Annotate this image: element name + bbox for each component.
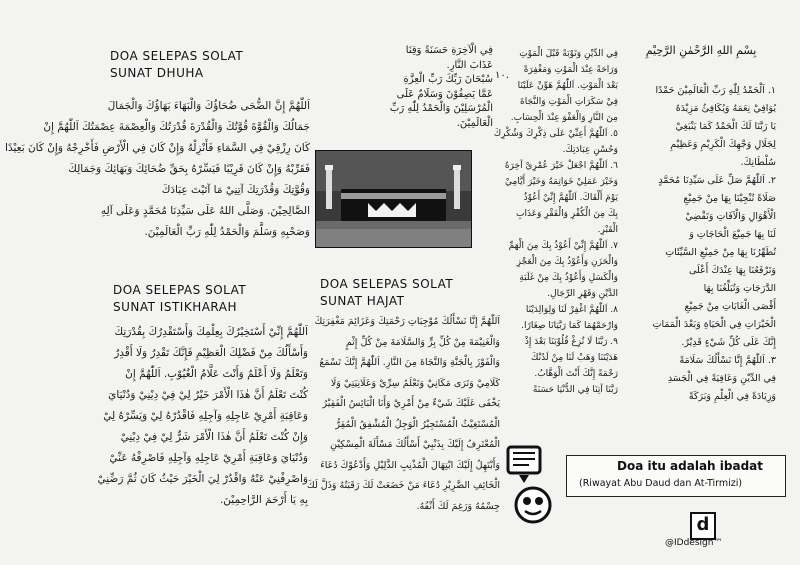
heading-hajat — [320, 276, 453, 310]
arabic-line: سُلْطَانِكَ. — [740, 157, 776, 168]
kaaba-photo — [315, 150, 472, 248]
arabic-line: كَلَامِيْ وَتَرَى مَكَانِيْ وَتَعْلَمُ سِرِّيْ وَعَلَانِيَتِيْ وَلَا — [330, 377, 500, 389]
heading-line: DOA SELEPAS SOLAT — [110, 49, 244, 63]
arabic-line: بِكَ مِنَ الْكُفْرِ وَالْفَقْرِ وَعَذَابِ — [515, 209, 618, 219]
item-number: ١٠. — [495, 70, 509, 81]
arabic-line: يَا رَبَّنَا لَكَ الْحَمْدُ كَمَا يَنْبَغِيْ — [675, 121, 776, 132]
arabic-line: بَعْدَ الْمَوْتِ. اَللّٰهُمَّ هَوِّنْ عَلَيْنَا — [517, 81, 618, 91]
arabic-line: وَتَعْلَمُ وَلَا أَعْلَمُ وَأَنْتَ عَلَّامُ الْغُيُوْبِ. اَللّٰهُمَّ إِنْ — [125, 368, 308, 380]
arabic-line: الْخَائِفِ الضَّرِيْرِ دُعَاءَ مَنْ خَضَعَتْ لَكَ رَقَبَتُهُ وَذَلَّ لَكَ — [306, 480, 500, 491]
arabic-line: الْمُعْتَرِفُ إِلَيْكَ بِذَنْبِيْ أَسْأَلُكَ مَسْأَلَةَ الْمِسْكِيْنِ — [330, 439, 500, 450]
hajat-arabic-text — [278, 312, 500, 517]
basmalah: بِسْمِ اللهِ الرَّحْمٰنِ الرَّحِيْمِ — [645, 44, 757, 57]
arabic-line: وَقُوَّتِكَ وَقُدْرَتِكَ آتِنِيْ مَا آتَيْتَ عِبَادَكَ — [161, 184, 310, 196]
arabic-line: وَتَرْفَعُنَا بِهَا عِنْدَكَ أَعْلَى — [688, 265, 776, 276]
arabic-line: الْعَالَمِيْنَ. — [456, 117, 493, 129]
arabic-line: يُوَافِيْ نِعَمَهُ وَيُكَافِئُ مَزِيْدَهُ — [675, 103, 776, 114]
arabic-line: ٦. اَللّٰهُمَّ اجْعَلْ خَيْرَ عُمْرِيْ آخِرَهُ — [504, 161, 618, 171]
arabic-line: الْقَبْرِ. — [597, 225, 618, 235]
arabic-line: جَمَالُكَ وَالْقُوَّةَ قُوَّتُكَ وَالْقُدْرَةَ قُدْرَتُكَ وَالْعِصْمَةَ عِصْمَتُكَ اَللّٰهُمَّ إِنْ — [43, 121, 310, 133]
arabic-line: هَدَيْتَنَا وَهَبْ لَنَا مِنْ لَدُنْكَ — [531, 353, 618, 363]
arabic-line: وَحُسْنِ عِبَادَتِكَ. — [562, 145, 618, 155]
arabic-line: كُنْتَ تَعْلَمُ أَنَّ هٰذَا الْأَمْرَ خَيْرٌ لِيْ فِيْ دِيْنِيْ وَدُنْيَايَ — [108, 389, 308, 401]
heading-line: SUNAT DHUHA — [110, 66, 204, 80]
arabic-line: الْخَيْرَاتِ فِي الْحَيَاةِ وَبَعْدَ الْمَمَاتِ — [652, 319, 776, 330]
col-right2-text — [493, 46, 618, 398]
col-mid-top-text — [378, 44, 493, 131]
quote-box — [566, 455, 786, 497]
arabic-line: وَرَاحَةً عِنْدَ الْمَوْتِ وَمَغْفِرَةً — [523, 65, 618, 75]
arabic-line: يَخْفَى عَلَيْكَ شَيْءٌ مِنْ أَمْرِيْ وَأَنَا الْبَائِسُ الْفَقِيْرُ — [322, 398, 500, 409]
arabic-line: كَانَ رِزْقِيْ فِي السَّمَاءِ فَأَنْزِلْهُ وَإِنْ كَانَ فِي الْأَرْضِ فَأَخْرِجْهُ وَإِنْ كَانَ بَعِيْدًا — [5, 142, 310, 154]
arabic-line: الدَّرَجَاتِ وَتُبَلِّغُنَا بِهَا — [703, 283, 776, 294]
arabic-line: وَدُنْيَايَ وَعَاقِبَةِ أَمْرِيْ عَاجِلِهِ وَآجِلِهِ فَاصْرِفْهُ عَنِّيْ — [109, 452, 308, 464]
arabic-line: ٩. رَبَّنَا لَا تُزِغْ قُلُوْبَنَا بَعْدَ إِذْ — [524, 337, 618, 347]
arabic-line: اَللّٰهُمَّ إِنَّ الضُّحَى ضُحَاؤُكَ وَالْبَهَاءَ بَهَاؤُكَ وَالْجَمَالَ — [107, 100, 310, 112]
arabic-line: يَوْمَ أَلْقَاكَ. اَللّٰهُمَّ إِنِّيْ أَعُوْذُ — [523, 193, 618, 203]
istikharah-arabic-text — [40, 322, 308, 511]
arabic-line: فِيْ سَكَرَاتِ الْمَوْتِ وَالنَّجَاةَ — [520, 97, 618, 107]
arabic-line: الصَّالِحِيْنَ. وَصَلَّى اللهُ عَلَى سَيِّدِنَا مُحَمَّدٍ وَعَلَى آلِهِ — [100, 205, 310, 217]
arabic-line: بِهِ يَا أَرْحَمَ الرَّاحِمِيْنَ. — [219, 494, 308, 506]
col-right1-text — [624, 82, 776, 406]
arabic-line: فَقَرِّبْهُ وَإِنْ كَانَ قَرِيْبًا فَيَسِّرْهُ بِحَقِّ ضُحَائِكَ وَبَهَائِكَ وَجَمَالِكَ — [68, 163, 310, 175]
arabic-line: وَالْغَنِيْمَةَ مِنْ كُلِّ بِرٍّ وَالسَّلَامَةَ مِنْ كُلِّ إِثْمٍ — [345, 336, 500, 348]
arabic-line: جِسْمُهُ وَرَغِمَ لَكَ أَنْفُهُ. — [416, 500, 500, 512]
arabic-line: وَالْفَوْزَ بِالْجَنَّةِ وَالنَّجَاةَ مِنَ النَّارِ. اَللّٰهُمَّ إِنَّكَ تَسْمَعُ — [319, 357, 500, 368]
arabic-line: ١. اَلْحَمْدُ لِلّٰهِ رَبِّ الْعَالَمِيْنَ حَمْدًا — [655, 85, 776, 96]
arabic-line: وَارْحَمْهُمَا كَمَا رَبَّيَانَا صِغَارًا. — [521, 321, 618, 331]
designer-handle: @IDdesign™ — [665, 538, 723, 548]
arabic-line: إِنَّكَ عَلَى كُلِّ شَيْءٍ قَدِيْرٌ. — [681, 337, 776, 348]
arabic-line: رَحْمَةً إِنَّكَ أَنْتَ الْوَهَّابُ. — [534, 369, 618, 379]
arabic-line: ٣. اَللّٰهُمَّ إِنَّا نَسْأَلُكَ سَلَامَةً — [679, 355, 776, 366]
kaaba-illustration — [316, 151, 471, 247]
arabic-line: الْمُرْسَلِيْنَ وَالْحَمْدُ لِلّٰهِ رَبِّ — [389, 103, 493, 114]
arabic-line: الْأَهْوَالِ وَالْآفَاتِ وَتَقْضِيْ — [685, 211, 776, 222]
arabic-line: وَأَسْأَلُكَ مِنْ فَضْلِكَ الْعَظِيْمِ فَإِنَّكَ تَقْدِرُ وَلَا أَقْدِرُ — [114, 347, 308, 359]
heading-line: DOA SELEPAS SOLAT — [113, 283, 247, 297]
arabic-line: صَلَاةً تُنْجِيْنَا بِهَا مِنْ جَمِيْعِ — [683, 193, 776, 204]
arabic-line: ٧. اَللّٰهُمَّ إِنِّيْ أَعُوْذُ بِكَ مِنَ الْهَمِّ — [508, 241, 618, 251]
arabic-line: وَأَبْتَهِلُ إِلَيْكَ ابْتِهَالَ الْمُذْنِبِ الذَّلِيْلِ وَأَدْعُوْكَ دُعَاءَ — [320, 459, 500, 471]
dhuha-arabic-text — [5, 96, 310, 243]
arabic-line: وَإِنْ كُنْتَ تَعْلَمُ أَنَّ هٰذَا الْأَمْرَ شَرٌّ لِيْ فِيْ دِيْنِيْ — [120, 431, 308, 443]
arabic-line: لِجَلَالِ وَجْهِكَ الْكَرِيْمِ وَعَظِيْمِ — [670, 139, 776, 150]
arabic-line: أَقْصَى الْغَايَاتِ مِنْ جَمِيْعِ — [684, 301, 776, 312]
arabic-line: وَالْحَزَنِ وَأَعُوْذُ بِكَ مِنَ الْعَجْزِ — [516, 257, 618, 267]
heading-dhuha — [110, 48, 243, 82]
arabic-line: وَزِيَادَةً فِي الْعِلْمِ وَبَرَكَةً — [688, 391, 776, 402]
arabic-line: رَبَّنَا آتِنَا فِي الدُّنْيَا حَسَنَةً — [532, 385, 618, 395]
arabic-line: ٨. اَللّٰهُمَّ اغْفِرْ لَنَا وَلِوَالِدَيْنَا — [525, 305, 618, 315]
arabic-line: فِي الدِّيْنِ وَتَوْبَةً قَبْلَ الْمَوْتِ — [519, 49, 618, 59]
designer-logo: d — [690, 512, 716, 540]
heading-line: SUNAT ISTIKHARAH — [113, 300, 238, 314]
arabic-line: فِي الدِّيْنِ وَعَافِيَةً فِي الْجَسَدِ — [667, 373, 776, 384]
mascot-illustration — [505, 445, 560, 525]
arabic-line: وَعَاقِبَةِ أَمْرِيْ عَاجِلِهِ وَآجِلِهِ فَاقْدُرْهُ لِيْ وَيَسِّرْهُ لِيْ — [103, 410, 308, 422]
arabic-line: فِي الْآخِرَةِ حَسَنَةً وَقِنَا — [405, 45, 493, 56]
heading-line: SUNAT HAJAT — [320, 294, 405, 308]
arabic-line: عَمَّا يَصِفُوْنَ وَسَلَامٌ عَلَى — [396, 88, 493, 100]
arabic-line: اَللّٰهُمَّ إِنَّا نَسْأَلُكَ مُوْجِبَاتِ رَحْمَتِكَ وَعَزَائِمَ مَغْفِرَتِكَ — [314, 316, 500, 327]
arabic-line: الدَّيْنِ وَقَهْرِ الرِّجَالِ. — [547, 289, 618, 299]
heading-line: DOA SELEPAS SOLAT — [320, 277, 454, 291]
arabic-line: وَاصْرِفْنِيْ عَنْهُ وَاقْدُرْ لِيَ الْخَيْرَ حَيْثُ كَانَ ثُمَّ رَضِّنِيْ — [97, 473, 308, 485]
arabic-line: مِنَ النَّارِ وَالْعَفْوَ عِنْدَ الْحِسَابِ. — [510, 113, 618, 123]
arabic-line: لَنَا بِهَا جَمِيْعَ الْحَاجَاتِ وَ — [689, 229, 776, 240]
arabic-line: عَذَابَ النَّارِ. — [446, 59, 493, 71]
arabic-line: وَصَحْبِهِ وَسَلَّمَ وَالْحَمْدُ لِلّٰهِ رَبِّ الْعَالَمِيْنَ. — [144, 226, 310, 238]
quote-source: (Riwayat Abu Daud dan At-Tirmizi) — [579, 478, 743, 489]
arabic-line: ٥. اَللّٰهُمَّ أَعِنِّيْ عَلَى ذِكْرِكَ وَشُكْرِكَ — [493, 129, 618, 139]
arabic-line: تُطَهِّرُنَا بِهَا مِنْ جَمِيْعِ السَّيِّئَاتِ — [665, 247, 776, 258]
arabic-line: سُبْحَانَ رَبِّكَ رَبِّ الْعِزَّةِ — [403, 74, 493, 85]
arabic-line: ٢. اَللّٰهُمَّ صَلِّ عَلَى سَيِّدِنَا مُحَمَّدٍ — [658, 175, 776, 186]
heading-istikharah — [113, 282, 246, 316]
arabic-line: اَللّٰهُمَّ إِنِّيْ أَسْتَخِيْرُكَ بِعِلْمِكَ وَأَسْتَقْدِرُكَ بِقُدْرَتِكَ — [114, 326, 308, 338]
arabic-line: وَالْكَسَلِ وَأَعُوْذُ بِكَ مِنْ غَلَبَةِ — [519, 273, 618, 283]
quote-text: Doa itu adalah ibadat — [617, 459, 763, 473]
arabic-line: وَخَيْرَ عَمَلِيْ خَوَاتِمَهُ وَخَيْرَ أَيَّامِيْ — [505, 177, 618, 187]
arabic-line: الْمُسْتَغِيْثُ الْمُسْتَجِيْرُ الْوَجِلُ الْمُشْفِقُ الْمُقِرُّ — [335, 418, 500, 430]
